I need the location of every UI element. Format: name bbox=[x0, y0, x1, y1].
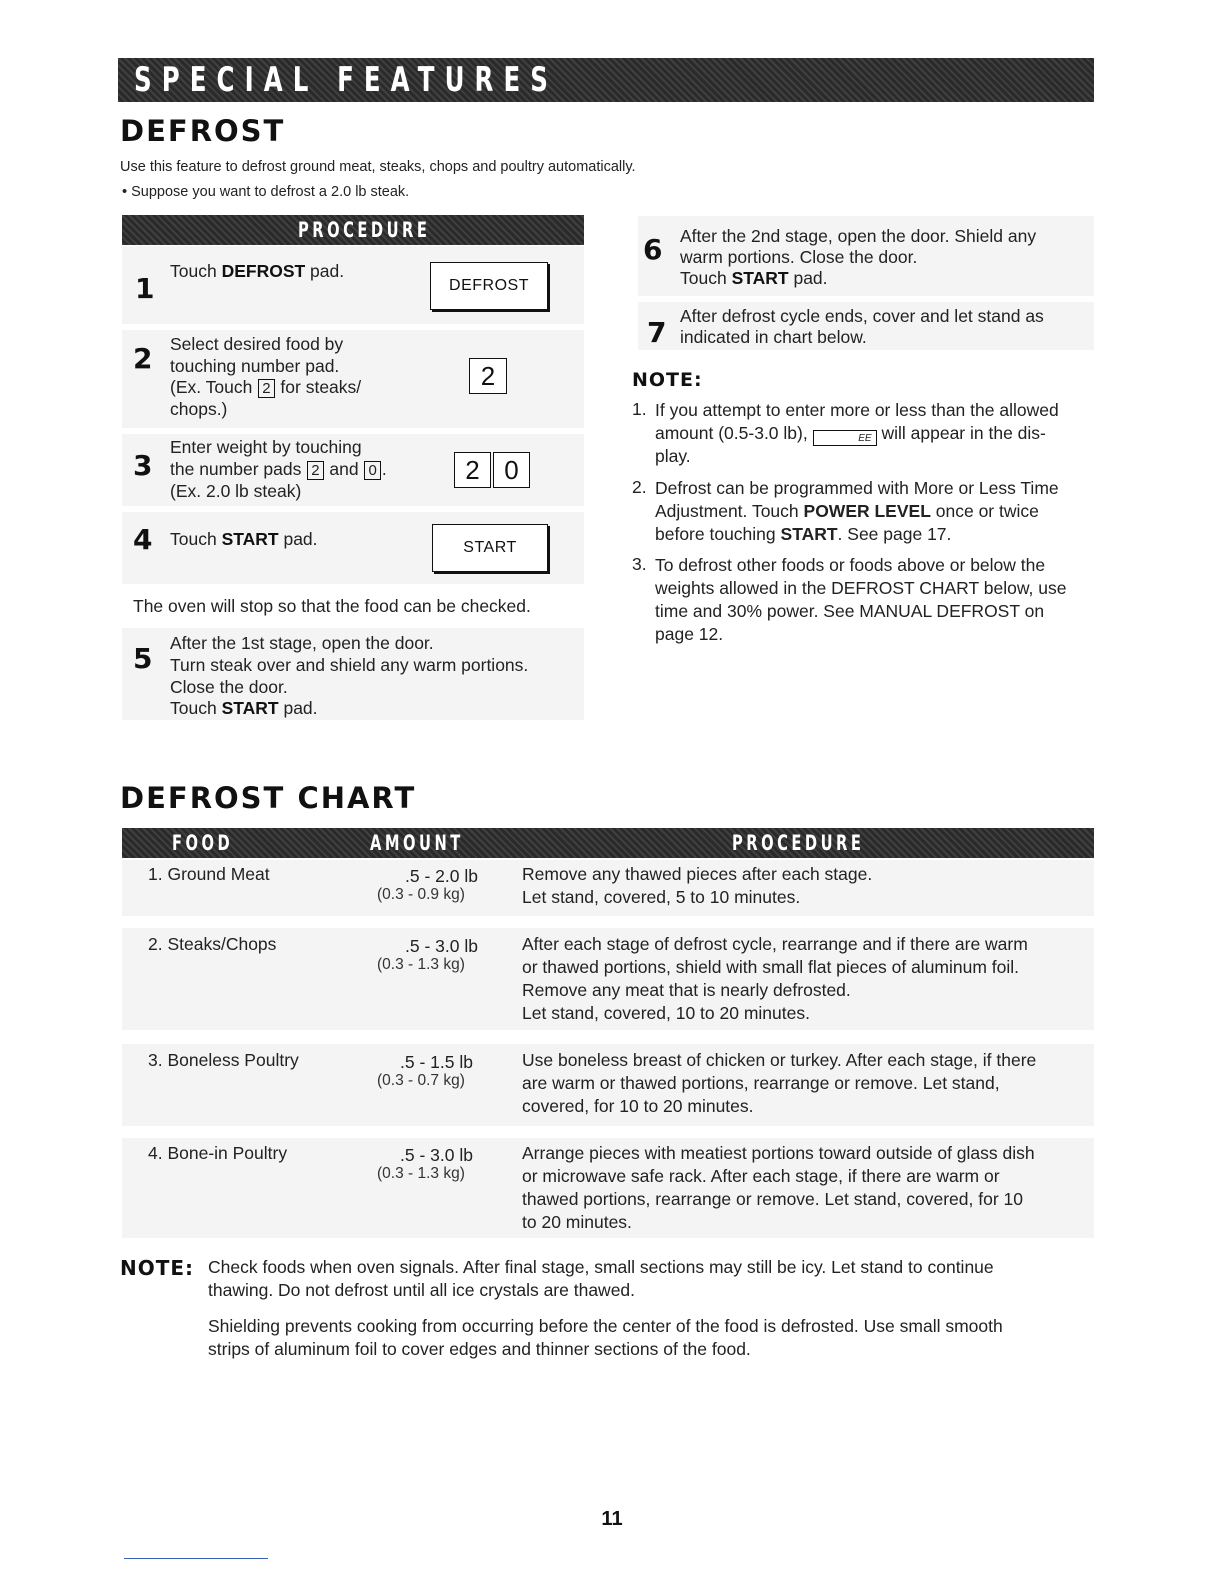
special-features-banner bbox=[118, 58, 1094, 102]
note-1-line-3: play. bbox=[655, 446, 691, 466]
page-number: 11 bbox=[601, 1508, 623, 1530]
step-2-number: 2 bbox=[133, 342, 153, 375]
food-name: 3. Boneless Poultry bbox=[148, 1050, 299, 1070]
footer-note-line: Shielding prevents cooking from occurring before the center of the food is defrosted. Use small smooth bbox=[208, 1316, 1003, 1336]
procedure-line: are warm or thawed portions, rearrange or remove. Let stand, bbox=[522, 1073, 1000, 1093]
procedure-line: Remove any thawed pieces after each stage. bbox=[522, 864, 873, 884]
procedure-line: Arrange pieces with meatiest portions toward outside of glass dish bbox=[522, 1143, 1035, 1163]
step-3-line-2: the number pads 2 and 0 . bbox=[170, 459, 387, 479]
number-key-2: 2 bbox=[469, 358, 507, 394]
note-2-line-1: Defrost can be programmed with More or Less Time bbox=[655, 478, 1059, 498]
amount-lb: .5 - 3.0 lb bbox=[405, 936, 478, 956]
column-food: FOOD bbox=[172, 831, 234, 855]
procedure-label: PROCEDURE bbox=[298, 218, 431, 242]
note-3-line-2: weights allowed in the DEFROST CHART below, use bbox=[655, 578, 1067, 598]
display-ee-icon: EE bbox=[813, 430, 877, 446]
step-7-line-2: indicated in chart below. bbox=[680, 327, 867, 347]
note-3-line-4: page 12. bbox=[655, 624, 724, 644]
procedure-bar bbox=[122, 215, 584, 245]
mini-key-2: 2 bbox=[258, 379, 274, 398]
note-heading: NOTE: bbox=[632, 369, 703, 391]
oven-stop-note: The oven will stop so that the food can be checked. bbox=[133, 596, 531, 616]
footer-rule bbox=[124, 1558, 268, 1559]
footer-note-line: strips of aluminum foil to cover edges and thinner sections of the food. bbox=[208, 1339, 751, 1359]
step-5-line-1: After the 1st stage, open the door. bbox=[170, 633, 434, 653]
note-2-line-3: before touching START. See page 17. bbox=[655, 524, 952, 544]
note-3-line-3: time and 30% power. See MANUAL DEFROST on bbox=[655, 601, 1045, 621]
note-3-line-1: To defrost other foods or foods above or below the bbox=[655, 555, 1046, 575]
start-key: START bbox=[432, 524, 548, 572]
procedure-line: Let stand, covered, 10 to 20 minutes. bbox=[522, 1003, 810, 1023]
note-2-line-2: Adjustment. Touch POWER LEVEL once or twice bbox=[655, 501, 1039, 521]
amount-kg: (0.3 - 0.7 kg) bbox=[377, 1072, 465, 1089]
number-key-0: 0 bbox=[493, 452, 530, 488]
step-2-line-1: Select desired food by bbox=[170, 334, 344, 354]
step-7-line-1: After defrost cycle ends, cover and let stand as bbox=[680, 306, 1044, 326]
step-5-line-4: Touch START pad. bbox=[170, 698, 318, 718]
step-6-line-2: warm portions. Close the door. bbox=[680, 247, 918, 267]
column-amount: AMOUNT bbox=[370, 831, 464, 855]
step-2-line-3: (Ex. Touch 2 for steaks/ bbox=[170, 377, 362, 397]
defrost-example: • Suppose you want to defrost a 2.0 lb steak. bbox=[122, 184, 410, 200]
defrost-intro: Use this feature to defrost ground meat, steaks, chops and poultry automatically. bbox=[120, 159, 636, 175]
step-5-number: 5 bbox=[133, 642, 153, 675]
procedure-line: After each stage of defrost cycle, rearrange and if there are warm bbox=[522, 934, 1028, 954]
amount-lb: .5 - 3.0 lb bbox=[400, 1145, 473, 1165]
defrost-chart-heading: DEFROST CHART bbox=[120, 781, 417, 815]
note-3-number: 3. bbox=[632, 554, 647, 574]
procedure-line: Remove any meat that is nearly defrosted. bbox=[522, 980, 851, 1000]
step-2-line-4: chops.) bbox=[170, 399, 228, 419]
footer-note-line: thawing. Do not defrost until all ice crystals are thawed. bbox=[208, 1280, 636, 1300]
procedure-line: or microwave safe rack. After each stage, if there are warm or bbox=[522, 1166, 1000, 1186]
amount-kg: (0.3 - 0.9 kg) bbox=[377, 886, 465, 903]
food-name: 1. Ground Meat bbox=[148, 864, 270, 884]
note-1-line-2: amount (0.5-3.0 lb), EE will appear in the dis- bbox=[655, 423, 1046, 444]
defrost-heading: DEFROST bbox=[120, 114, 286, 148]
procedure-line: or thawed portions, shield with small flat pieces of aluminum foil. bbox=[522, 957, 1020, 977]
step-6-line-1: After the 2nd stage, open the door. Shield any bbox=[680, 226, 1037, 246]
step-3-number: 3 bbox=[133, 449, 153, 482]
step-4-text: Touch START pad. bbox=[170, 529, 318, 549]
note-2-number: 2. bbox=[632, 477, 647, 497]
step-4-number: 4 bbox=[133, 523, 153, 556]
procedure-line: Use boneless breast of chicken or turkey. After each stage, if there bbox=[522, 1050, 1037, 1070]
food-name: 2. Steaks/Chops bbox=[148, 934, 277, 954]
column-procedure: PROCEDURE bbox=[732, 831, 865, 855]
amount-lb: .5 - 1.5 lb bbox=[400, 1052, 473, 1072]
banner-title: SPECIAL FEATURES bbox=[134, 60, 558, 100]
note-1-line-1: If you attempt to enter more or less than the allowed bbox=[655, 400, 1059, 420]
number-key-2: 2 bbox=[454, 452, 491, 488]
note-1-number: 1. bbox=[632, 399, 647, 419]
procedure-line: covered, for 10 to 20 minutes. bbox=[522, 1096, 754, 1116]
amount-kg: (0.3 - 1.3 kg) bbox=[377, 956, 465, 973]
step-6-number: 6 bbox=[643, 233, 663, 266]
amount-kg: (0.3 - 1.3 kg) bbox=[377, 1165, 465, 1182]
step-5-line-2: Turn steak over and shield any warm portions. bbox=[170, 655, 529, 675]
chart-header-bar bbox=[122, 828, 1094, 858]
step-3-line-3: (Ex. 2.0 lb steak) bbox=[170, 481, 302, 501]
step-6-line-3: Touch START pad. bbox=[680, 268, 828, 288]
step-1-text: Touch DEFROST pad. bbox=[170, 261, 345, 281]
step-2-line-2: touching number pad. bbox=[170, 356, 340, 376]
footer-note-line: Check foods when oven signals. After final stage, small sections may still be icy. Let stand to continue bbox=[208, 1257, 994, 1277]
procedure-line: to 20 minutes. bbox=[522, 1212, 632, 1232]
amount-lb: .5 - 2.0 lb bbox=[405, 866, 478, 886]
step-3-line-1: Enter weight by touching bbox=[170, 437, 362, 457]
procedure-line: thawed portions, rearrange or remove. Let stand, covered, for 10 bbox=[522, 1189, 1023, 1209]
step-5-line-3: Close the door. bbox=[170, 677, 288, 697]
defrost-key: DEFROST bbox=[430, 262, 548, 310]
food-name: 4. Bone-in Poultry bbox=[148, 1143, 288, 1163]
footer-note-label: NOTE: bbox=[120, 1256, 195, 1280]
procedure-line: Let stand, covered, 5 to 10 minutes. bbox=[522, 887, 801, 907]
step-1-number: 1 bbox=[135, 272, 155, 305]
step-7-number: 7 bbox=[647, 316, 667, 349]
